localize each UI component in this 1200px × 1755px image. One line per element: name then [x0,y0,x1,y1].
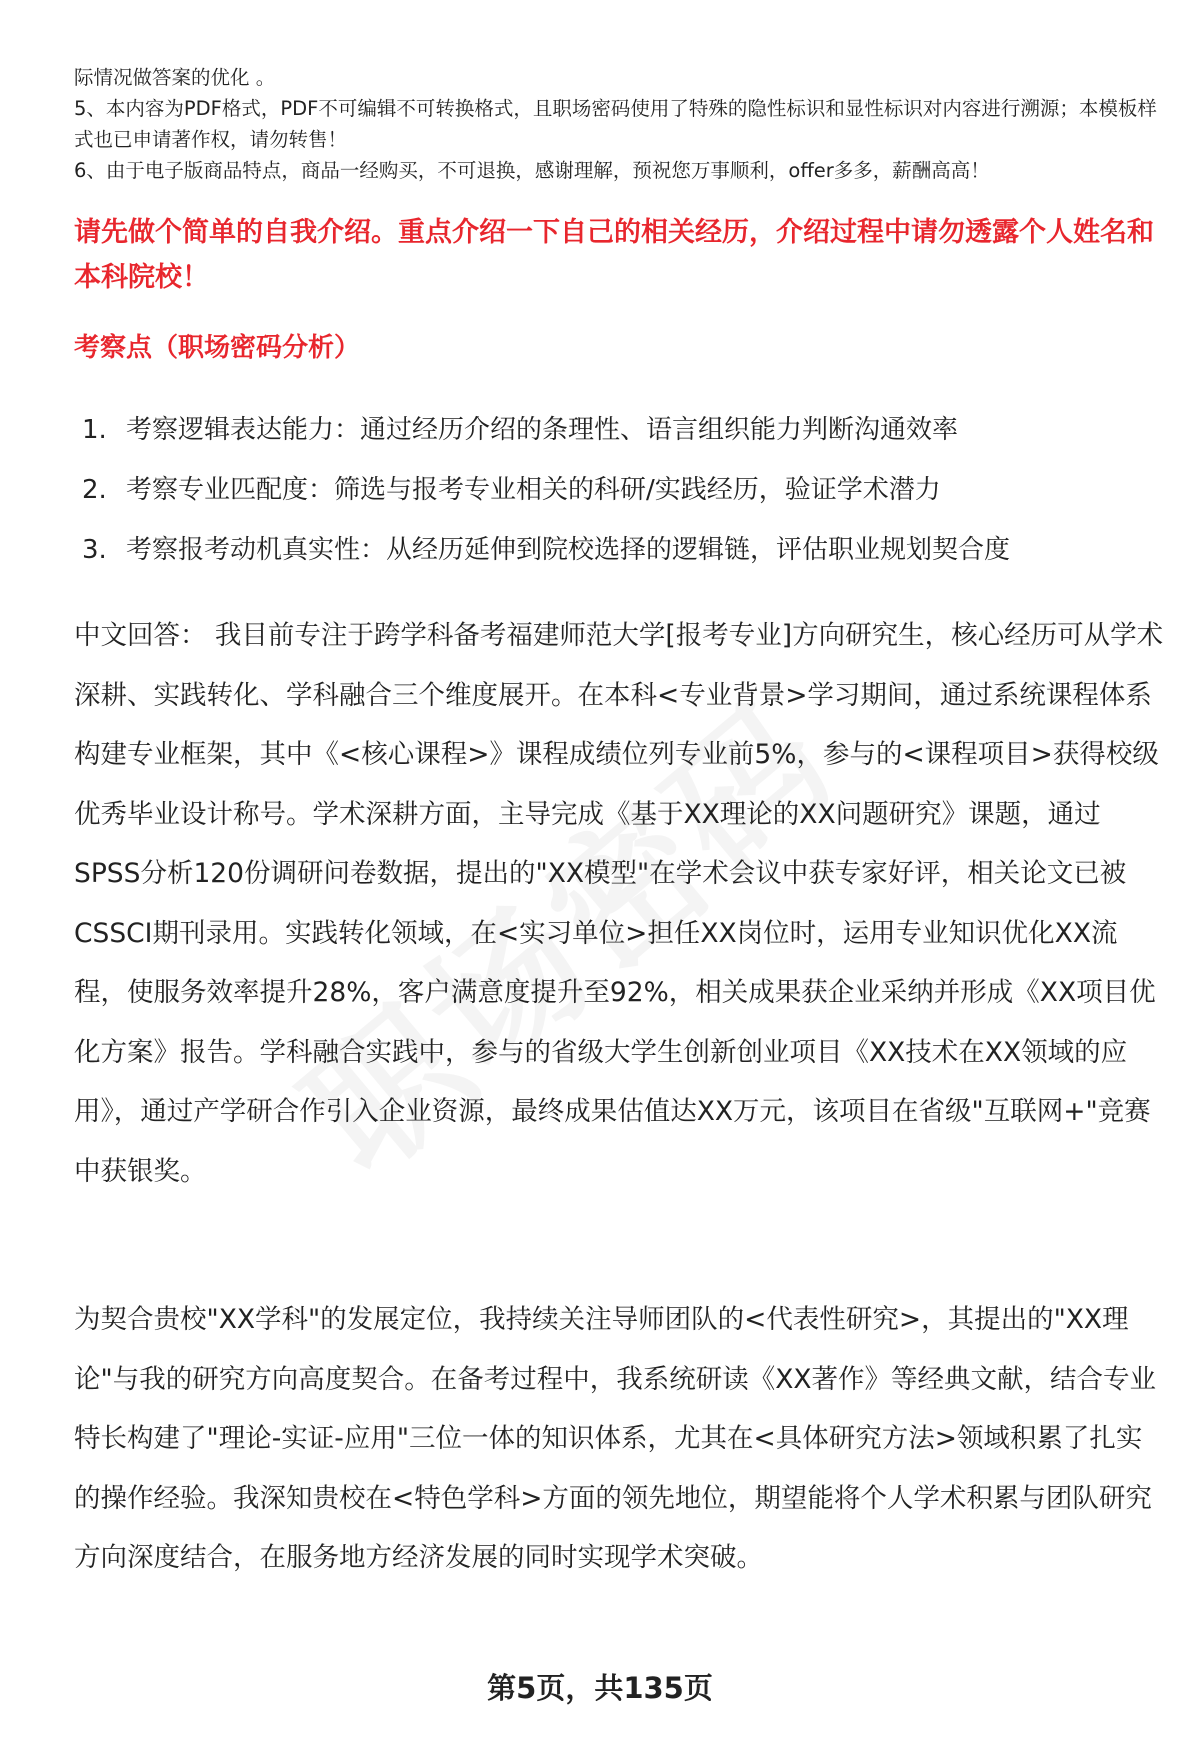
point-text: 考察逻辑表达能力：通过经历介绍的条理性、语言组织能力判断沟通效率 [126,415,959,445]
note-line: 际情况做答案的优化 。 [74,66,276,89]
notes-section [74,62,1164,186]
point-number: 2. [82,475,107,505]
point-item [82,520,1162,580]
point-number: 3. [82,535,107,565]
point-text: 考察专业匹配度：筛选与报考专业相关的科研/实践经历，验证学术潜力 [126,475,941,505]
page-number-footer: 第5页，共135页 [487,1671,713,1705]
point-number: 1. [82,415,107,445]
point-text: 考察报考动机真实性：从经历延伸到院校选择的逻辑链，评估职业规划契合度 [126,535,1011,565]
points-list [82,400,1162,580]
point-item [82,460,1162,520]
interview-question: 请先做个简单的自我介绍。重点介绍一下自己的相关经历，介绍过程中请勿透露个人姓名和本科院校！ [74,217,1154,293]
points-title: 考察点（职场密码分析） [74,333,361,363]
point-item [82,400,1162,460]
answer-paragraph-2: 为契合贵校"XX学科"的发展定位，我持续关注导师团队的<代表性研究>，其提出的"XX理论"与我的研究方向高度契合。在备考过程中，我系统研读《XX著作》等经典文献，结合专业特长构建了"理论-实证-应用"三位一体的知识体系，尤其在<具体研究方法>领域积累了扎实的操作经验。我深知贵校在<特色学科>方面的领先地位，期望能将个人学术积累与团队研究方向深度结合，在服务地方经济发展的同时实现学术突破。 [74,1304,1156,1573]
answer-paragraph-1: 中文回答： 我目前专注于跨学科备考福建师范大学[报考专业]方向研究生，核心经历可从学术深耕、实践转化、学科融合三个维度展开。在本科<专业背景>学习期间，通过系统课程体系构建专业框架，其中《<核心课程>》课程成绩位列专业前5%，参与的<课程项目>获得校级优秀毕业设计称号。学术深耕方面，主导完成《基于XX理论的XX问题研究》课题，通过SPSS分析120份调研问卷数据，提出的"XX模型"在学术会议中获专家好评，相关论文已被CSSCI期刊录用。实践转化领域，在<实习单位>担任XX岗位时，运用专业知识优化XX流程，使服务效率提升28%，客户满意度提升至92%，相关成果获企业采纳并形成《XX项目优化方案》报告。学科融合实践中，参与的省级大学生创新创业项目《XX技术在XX领域的应用》，通过产学研合作引入企业资源，最终成果估值达XX万元，该项目在省级"互联网+"竞赛中获银奖。 [74,620,1164,1187]
note-line: 6、由于电子版商品特点，商品一经购买，不可退换，感谢理解，预祝您万事顺利，offer多多，薪酬高高！ [74,159,990,182]
note-line: 5、本内容为PDF格式，PDF不可编辑不可转换格式，且职场密码使用了特殊的隐性标识和显性标识对内容进行溯源；本模板样式也已申请著作权，请勿转售！ [74,97,1157,151]
